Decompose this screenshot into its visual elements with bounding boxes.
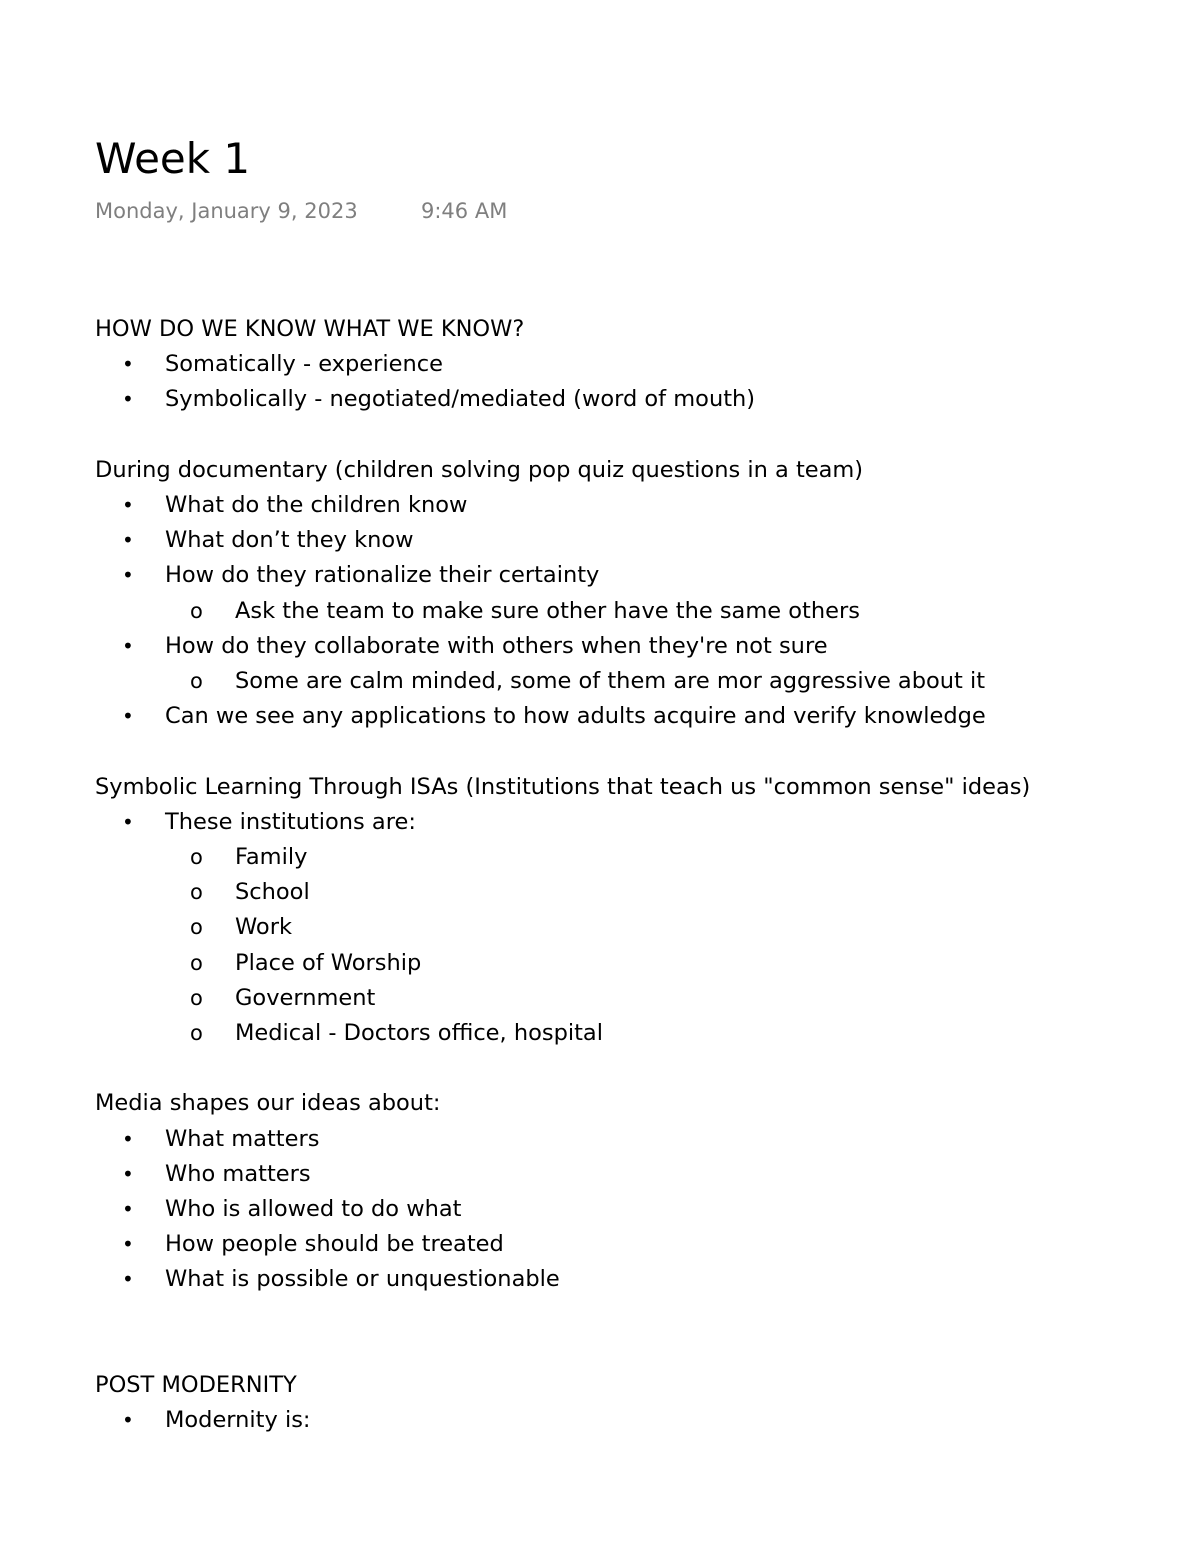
- sub-list-item-text: School: [235, 879, 310, 906]
- bullet-list: [95, 488, 1155, 734]
- note-section: [95, 453, 1155, 735]
- bullet-circle-icon: o: [190, 845, 203, 870]
- list-item-text: Can we see any applications to how adults acquire and verify knowledge: [165, 703, 986, 730]
- bullet-circle-icon: o: [190, 598, 203, 623]
- list-item-text: How do they rationalize their certainty: [165, 562, 600, 589]
- list-item: [95, 1192, 1155, 1227]
- page-time: 9:46 AM: [421, 199, 508, 223]
- section-heading: HOW DO WE KNOW WHAT WE KNOW?: [95, 316, 525, 342]
- page-meta: [95, 196, 1155, 226]
- bullet-list: [95, 347, 1155, 417]
- sub-list-item-text: Family: [235, 844, 308, 871]
- bullet-circle-icon: o: [190, 950, 203, 975]
- page-date: Monday, January 9, 2023: [95, 199, 358, 223]
- sub-list-item-text: Some are calm minded, some of them are mor aggressive about it: [235, 668, 986, 695]
- bullet-dot-icon: •: [122, 387, 134, 412]
- list-item: [95, 699, 1155, 734]
- list-item-text: What do the children know: [165, 492, 468, 518]
- sub-bullet-list: [165, 594, 1155, 629]
- bullet-circle-icon: o: [190, 915, 203, 940]
- list-item-text: How people should be treated: [165, 1231, 504, 1258]
- bullet-dot-icon: •: [122, 809, 134, 834]
- list-item: [95, 1227, 1155, 1262]
- sub-list-item-text: Place of Worship: [235, 949, 422, 976]
- note-page: [95, 130, 1155, 1474]
- bullet-list: [95, 805, 1155, 1051]
- list-item: [95, 1403, 1155, 1438]
- bullet-circle-icon: o: [190, 880, 203, 905]
- sub-list-item: [165, 981, 1155, 1016]
- note-section: [95, 1086, 1155, 1297]
- list-item: [95, 1122, 1155, 1157]
- sub-list-item: [165, 875, 1155, 910]
- bullet-dot-icon: •: [122, 528, 134, 553]
- list-item-text: How do they collaborate with others when they're not sure: [165, 632, 828, 659]
- bullet-dot-icon: •: [122, 704, 134, 729]
- note-section: [95, 1368, 1155, 1438]
- list-item-text: What don’t they know: [165, 527, 414, 554]
- list-item: [95, 523, 1155, 558]
- list-item-text: Somatically - experience: [165, 351, 443, 378]
- sub-bullet-list: [165, 840, 1155, 1051]
- list-item: [95, 629, 1155, 699]
- bullet-circle-icon: o: [190, 1021, 203, 1046]
- bullet-dot-icon: •: [122, 1267, 134, 1292]
- note-section: [95, 312, 1155, 418]
- bullet-dot-icon: •: [122, 563, 134, 588]
- bullet-dot-icon: •: [122, 352, 134, 377]
- list-item-text: Symbolically - negotiated/mediated (word of mouth): [165, 386, 756, 413]
- note-section: [95, 770, 1155, 1052]
- section-heading: POST MODERNITY: [95, 1372, 297, 1399]
- list-item-text: These institutions are:: [165, 808, 416, 835]
- note-body: [95, 312, 1155, 1438]
- bullet-dot-icon: •: [122, 493, 134, 517]
- sub-list-item: [165, 1016, 1155, 1051]
- bullet-dot-icon: •: [122, 1232, 134, 1257]
- list-item: [95, 1262, 1155, 1297]
- bullet-dot-icon: •: [122, 1408, 134, 1433]
- sub-list-item-text: Government: [235, 984, 376, 1011]
- list-item-text: Who matters: [165, 1160, 311, 1187]
- sub-list-item-text: Work: [235, 914, 292, 941]
- sub-list-item-text: Ask the team to make sure other have the same others: [235, 597, 860, 624]
- bullet-list: [95, 1122, 1155, 1298]
- bullet-list: [95, 1403, 1155, 1438]
- list-item: [95, 347, 1155, 382]
- list-item-text: Modernity is:: [165, 1407, 311, 1434]
- sub-list-item: [165, 594, 1155, 629]
- sub-list-item: [165, 840, 1155, 875]
- sub-list-item: [165, 664, 1155, 699]
- page-title: Week 1: [95, 134, 251, 183]
- sub-bullet-list: [165, 664, 1155, 699]
- list-item-text: What matters: [165, 1125, 320, 1152]
- sub-list-item: [165, 946, 1155, 981]
- list-item: [95, 1157, 1155, 1192]
- section-heading: Media shapes our ideas about:: [95, 1090, 441, 1117]
- list-item: [95, 382, 1155, 417]
- bullet-circle-icon: o: [190, 985, 203, 1010]
- section-heading: Symbolic Learning Through ISAs (Institutions that teach us "common sense" ideas): [95, 773, 1031, 800]
- sub-list-item-text: Medical - Doctors office, hospital: [235, 1020, 603, 1047]
- list-item-text: What is possible or unquestionable: [165, 1266, 560, 1293]
- bullet-dot-icon: •: [122, 1197, 134, 1222]
- bullet-circle-icon: o: [190, 669, 203, 694]
- list-item: [95, 558, 1155, 628]
- list-item: [95, 488, 1155, 523]
- bullet-dot-icon: •: [122, 1126, 134, 1151]
- bullet-dot-icon: •: [122, 633, 134, 658]
- sub-list-item: [165, 910, 1155, 945]
- section-heading: During documentary (children solving pop quiz questions in a team): [95, 456, 864, 483]
- list-item: [95, 805, 1155, 1051]
- bullet-dot-icon: •: [122, 1161, 134, 1186]
- list-item-text: Who is allowed to do what: [165, 1196, 462, 1223]
